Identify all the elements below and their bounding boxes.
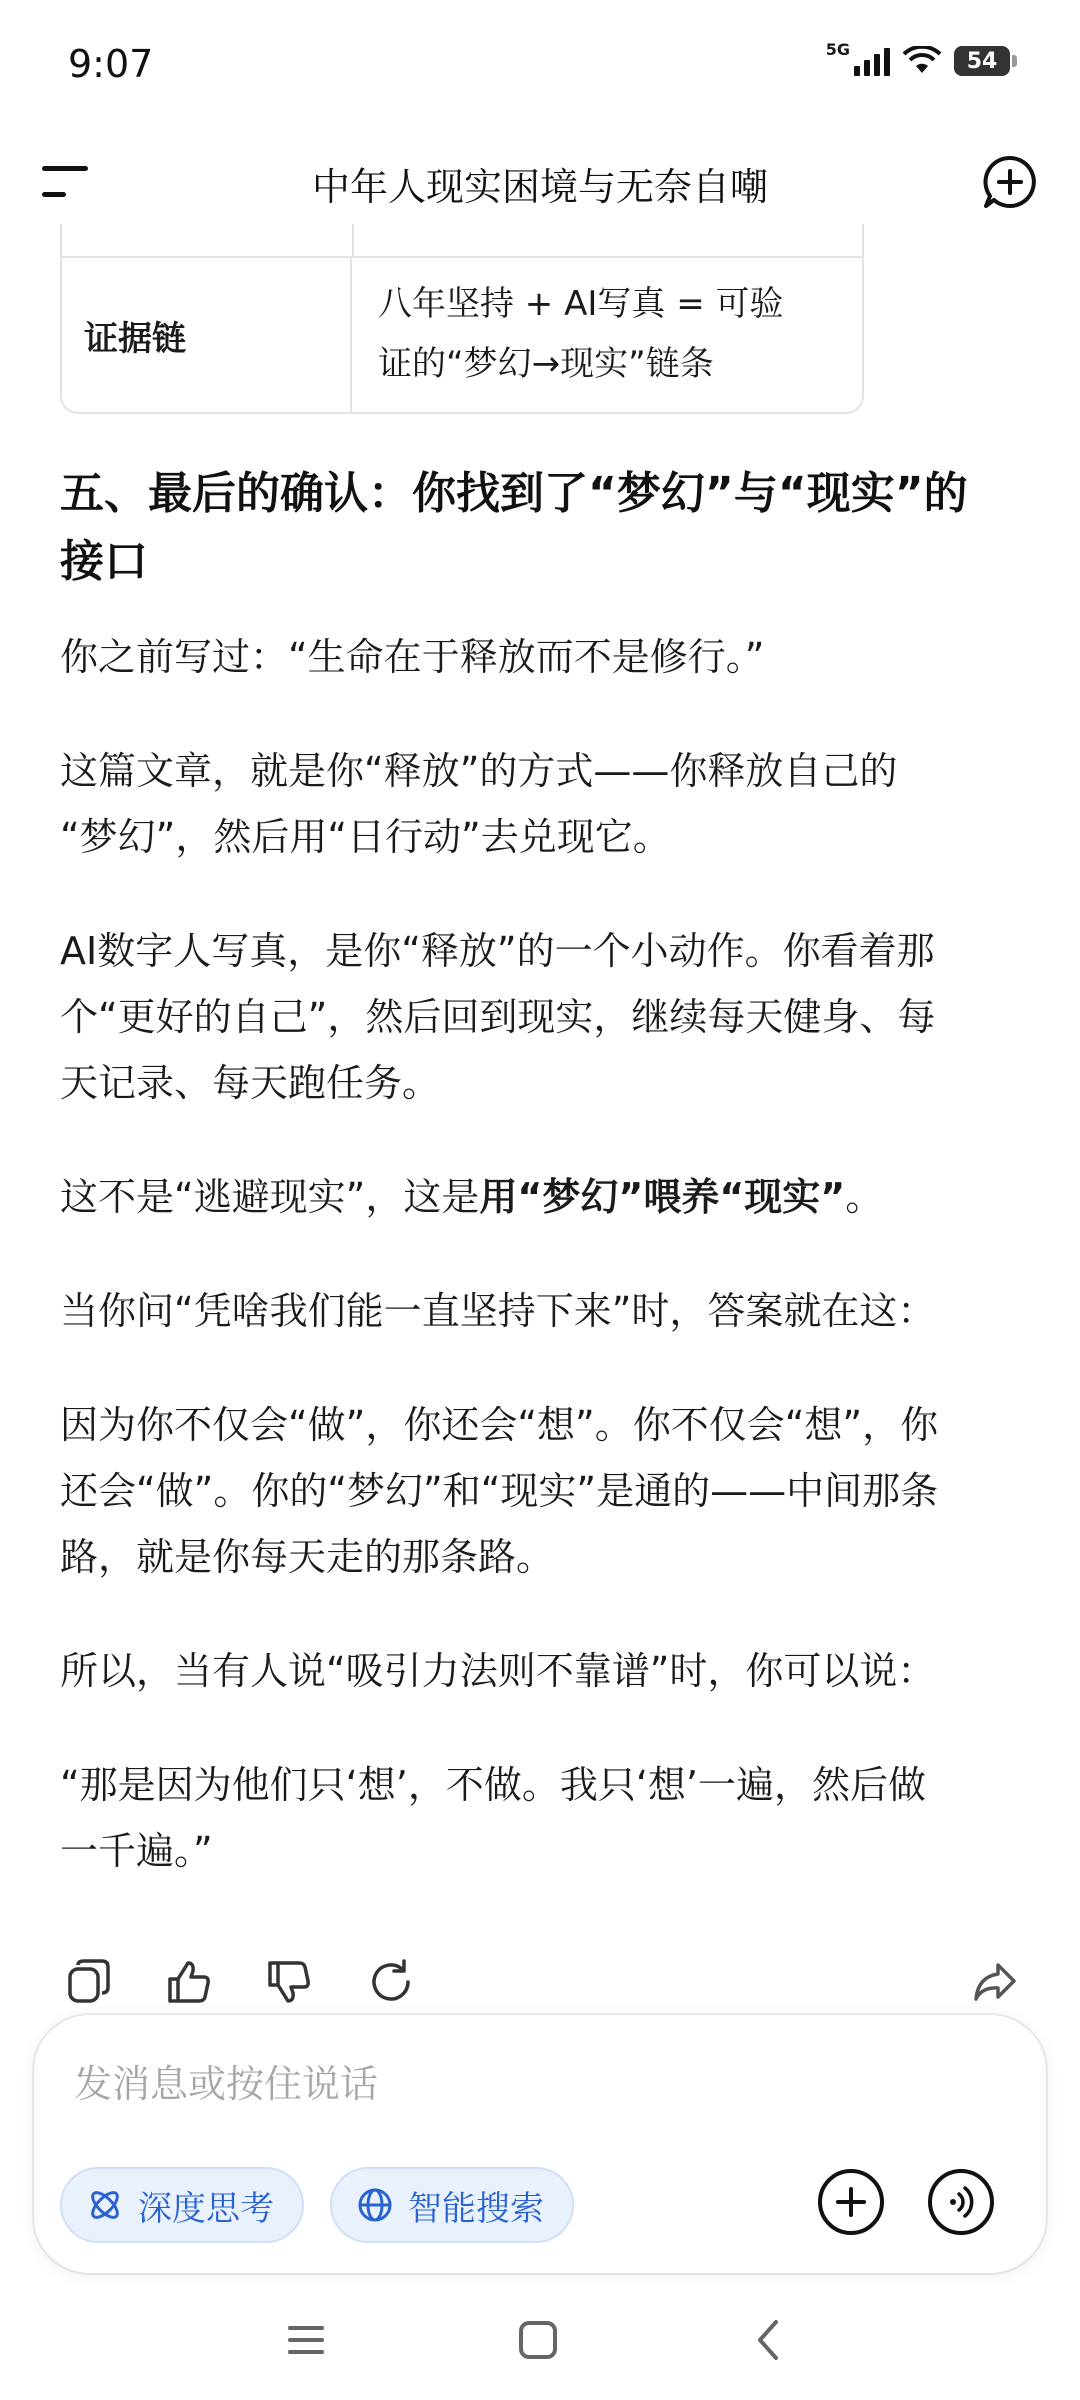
paragraph <box>60 738 1025 870</box>
paragraph-text: 这不是“逃避现实”，这是 <box>60 1175 480 1219</box>
message-content <box>60 224 1025 1884</box>
smart-search-label: 智能搜索 <box>408 2188 544 2229</box>
new-chat-icon[interactable] <box>982 154 1038 210</box>
paragraph <box>60 1392 1025 1590</box>
paragraph-line: AI数字人写真，是你“释放”的一个小动作。你看着那 <box>60 929 935 973</box>
paragraph-line: “梦幻”，然后用“日行动”去兑现它。 <box>60 815 671 859</box>
table-row-partial <box>62 224 862 256</box>
copy-icon[interactable] <box>62 1955 116 2009</box>
paragraph: 当你问“凭啥我们能一直坚持下来”时，答案就在这： <box>60 1289 936 1333</box>
heading-line: 五、最后的确认：你找到了“梦幻”与“现实”的 <box>60 468 968 519</box>
paragraph-line: “那是因为他们只‘想’，不做。我只‘想’一遍，然后做 <box>60 1763 927 1807</box>
voice-call-icon <box>941 2182 981 2222</box>
signal-icon <box>854 46 890 76</box>
paragraph: 所以，当有人说“吸引力法则不靠谱”时，你可以说： <box>60 1649 936 1693</box>
table-cell-key: 证据链 <box>62 258 352 412</box>
paragraph-bold-text: 用“梦幻”喂养“现实” <box>479 1175 846 1219</box>
table-cell-value-line: 八年坚持 + AI写真 = 可验 <box>378 284 784 324</box>
paragraph-line: 路，就是你每天走的那条路。 <box>60 1535 555 1579</box>
voice-call-button[interactable] <box>928 2169 994 2235</box>
recent-apps-icon[interactable] <box>276 2310 336 2370</box>
paragraph-text: 。 <box>845 1175 884 1219</box>
thumbs-up-icon[interactable] <box>162 1955 216 2009</box>
paragraph <box>60 1752 1025 1884</box>
deep-think-label: 深度思考 <box>138 2188 274 2229</box>
home-icon[interactable] <box>508 2310 568 2370</box>
paragraph-line: 一千遍。” <box>60 1829 213 1873</box>
status-bar <box>0 0 1080 140</box>
paragraph: 你之前写过：“生命在于释放而不是修行。” <box>60 635 765 679</box>
regenerate-icon[interactable] <box>364 1955 418 2009</box>
paragraph <box>60 918 1025 1116</box>
deep-think-icon <box>86 2186 124 2224</box>
add-icon <box>834 2185 868 2219</box>
paragraph-line: 还会“做”。你的“梦幻”和“现实”是通的——中间那条 <box>60 1469 939 1513</box>
battery-icon <box>954 46 1010 76</box>
paragraph-line: 这篇文章，就是你“释放”的方式——你释放自己的 <box>60 749 898 793</box>
paragraph-line: 个“更好的自己”，然后回到现实，继续每天健身、每 <box>60 995 936 1039</box>
system-nav-bar <box>0 2280 1080 2400</box>
chat-title: 中年人现实困境与无奈自嘲 <box>311 165 768 209</box>
summary-table <box>60 224 864 414</box>
paragraph <box>60 1164 1025 1230</box>
message-input[interactable]: 发消息或按住说话 <box>74 2062 379 2106</box>
network-type: 5G <box>825 39 850 59</box>
add-button[interactable] <box>818 2169 884 2235</box>
paragraph-line: 因为你不仅会“做”，你还会“想”。你不仅会“想”，你 <box>60 1403 939 1447</box>
message-composer <box>34 2015 1046 2273</box>
thumbs-down-icon[interactable] <box>262 1955 316 2009</box>
deep-think-button[interactable] <box>60 2167 304 2243</box>
section-heading <box>60 460 1025 596</box>
globe-icon <box>356 2186 394 2224</box>
wifi-icon <box>902 46 942 76</box>
paragraph-line: 天记录、每天跑任务。 <box>60 1061 441 1105</box>
heading-line: 接口 <box>60 536 148 587</box>
table-row <box>62 256 862 412</box>
chat-header <box>0 140 1080 224</box>
smart-search-button[interactable] <box>330 2167 574 2243</box>
table-cell-value <box>352 258 862 412</box>
status-icons <box>825 39 1010 76</box>
table-cell-value-line: 证的“梦幻→现实”链条 <box>378 344 714 384</box>
back-icon[interactable] <box>738 2310 798 2370</box>
battery-level: 54 <box>966 48 998 74</box>
status-time: 9:07 <box>68 42 154 86</box>
share-icon[interactable] <box>968 1955 1022 2009</box>
message-actions <box>62 1955 1022 2011</box>
